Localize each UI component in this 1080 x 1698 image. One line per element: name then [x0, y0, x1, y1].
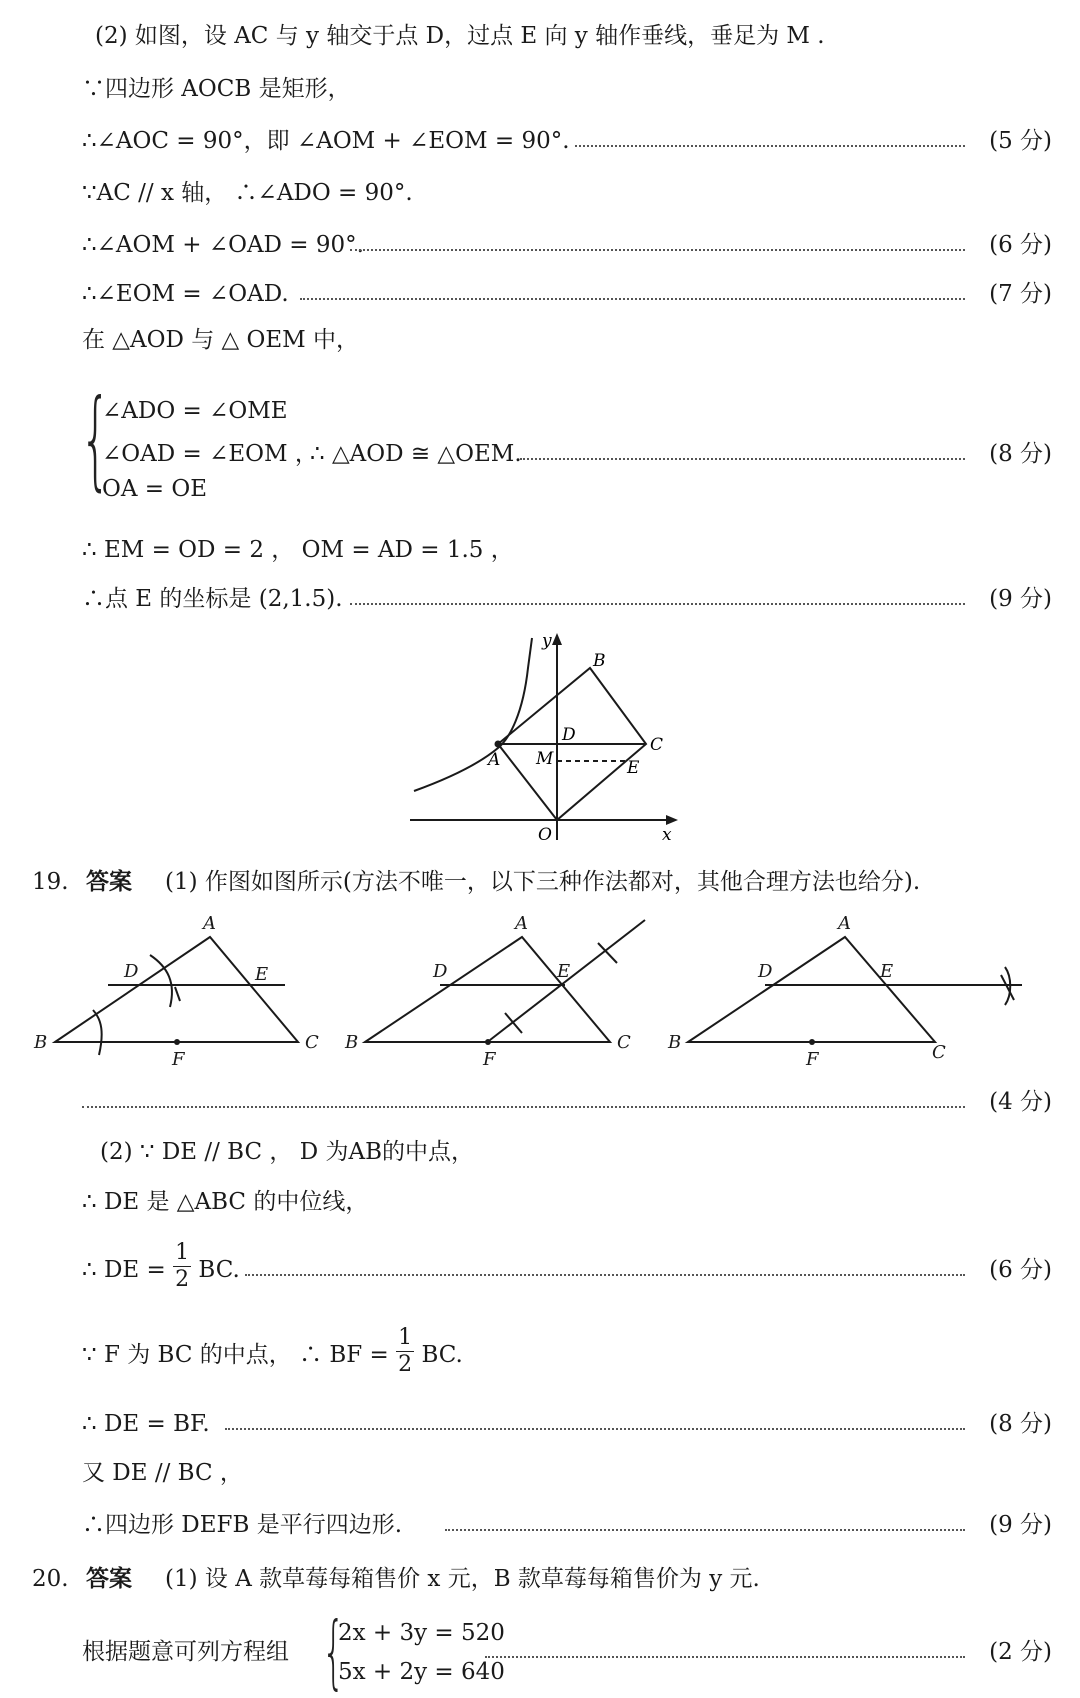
formula-suffix: BC. [421, 1342, 463, 1368]
label-o: O [538, 825, 552, 845]
score-badge: (6 分) [989, 232, 1052, 258]
solution-line [0, 272, 1080, 316]
label-f: F [172, 1049, 185, 1070]
arc-mark [150, 955, 172, 1007]
y-axis-arrow [552, 633, 562, 645]
dot-leader [575, 145, 965, 147]
solution-line [0, 577, 1080, 621]
construction-figure-2 [365, 920, 645, 1042]
score-badge: (9 分) [989, 1512, 1052, 1538]
fraction [173, 1240, 191, 1293]
formula-suffix: BC. [198, 1257, 240, 1283]
point-a [495, 741, 502, 748]
line-text: ∴四边形 DEFB 是平行四边形. [82, 1512, 403, 1538]
line-text: 根据题意可列方程组 [82, 1639, 289, 1665]
label-a: A [515, 913, 528, 934]
label-a: A [488, 750, 501, 770]
label-d: D [758, 961, 773, 982]
arc-tick [1001, 975, 1014, 1000]
coordinate-figure [400, 628, 690, 853]
dot-leader [520, 458, 965, 460]
line-text: ∴ EM = OD = 2 ， OM = AD = 1.5 ， [82, 537, 514, 563]
arc-mark [93, 1010, 102, 1055]
fraction-denominator: 2 [398, 1351, 413, 1377]
label-b: B [345, 1032, 359, 1053]
solution-line [0, 1239, 1080, 1292]
line-text: ∴ DE = BF. [82, 1411, 210, 1437]
point-f-3 [809, 1039, 815, 1045]
label-d: D [124, 961, 139, 982]
fraction-numerator: 1 [398, 1324, 413, 1350]
score-badge: (2 分) [989, 1639, 1052, 1665]
formula-prefix: ∵ F 为 BC 的中点， ∴ BF = [82, 1342, 389, 1368]
dot-leader [245, 1274, 965, 1276]
label-y: y [542, 631, 552, 651]
point-f-1 [174, 1039, 180, 1045]
left-brace: { [322, 1605, 345, 1698]
line-text: ∴∠EOM = ∠OAD. [82, 281, 289, 307]
question-number: 19. [32, 869, 69, 895]
solution-line [0, 1630, 1080, 1674]
score-badge: (9 分) [989, 586, 1052, 612]
x-axis-arrow [666, 815, 678, 825]
equation-line: 2x + 3y = 520 [338, 1620, 505, 1646]
label-f: F [483, 1049, 496, 1070]
solution-line [0, 119, 1080, 163]
score-badge: (8 分) [989, 1411, 1052, 1437]
line-text: (1) 作图如图所示(方法不唯一，以下三种作法都对，其他合理方法也给分). [165, 869, 921, 895]
construction-figures [0, 905, 1080, 1075]
dot-leader [485, 1656, 965, 1658]
solution-line [0, 432, 1080, 476]
solution-line [0, 1503, 1080, 1547]
answer-label: 答案 [86, 1566, 132, 1592]
fraction [396, 1325, 414, 1378]
line-text: ∴∠AOC = 90°，即 ∠AOM + ∠EOM = 90°. [82, 128, 570, 154]
line-text: ∴∠AOM + ∠OAD = 90°. [82, 232, 364, 258]
label-e: E [627, 758, 640, 778]
line-text: ∴ △AOD ≅ △OEM. [310, 441, 522, 467]
left-brace: { [80, 377, 111, 502]
dot-leader [300, 298, 965, 300]
label-a: A [838, 913, 851, 934]
label-e: E [255, 964, 269, 985]
question-header [0, 860, 1080, 904]
dot-leader [350, 603, 965, 605]
system-line: ∠OAD = ∠EOM ， [102, 441, 318, 467]
line-text: 又 DE // BC ， [82, 1460, 243, 1486]
solution-line [0, 14, 1080, 58]
label-c: C [617, 1032, 631, 1053]
dot-leader [445, 1529, 965, 1531]
system-line: OA = OE [102, 476, 208, 502]
hyperbola-curve [414, 638, 532, 791]
score-badge: (4 分) [989, 1089, 1052, 1115]
dot-leader [350, 249, 965, 251]
fraction-numerator: 1 [175, 1239, 190, 1265]
line-text: (2) ∵ DE // BC ， D 为AB的中点， [100, 1139, 474, 1165]
label-x: x [662, 825, 672, 845]
arc-tick [175, 987, 180, 1001]
solution-line [0, 318, 1080, 362]
question-header [0, 1557, 1080, 1601]
score-badge: (7 分) [989, 281, 1052, 307]
line-text [82, 1239, 240, 1293]
score-badge: (5 分) [989, 128, 1052, 154]
point-f-2 [485, 1039, 491, 1045]
construction-figure-3 [688, 937, 1022, 1042]
label-e: E [557, 961, 571, 982]
label-c: C [650, 735, 664, 755]
label-b: B [668, 1032, 682, 1053]
solution-line [0, 1130, 1080, 1174]
question-number: 20. [32, 1566, 69, 1592]
solution-line [0, 528, 1080, 572]
solution-line [0, 1080, 1080, 1124]
label-d: D [433, 961, 448, 982]
label-b: B [34, 1032, 48, 1053]
solution-line [0, 1451, 1080, 1495]
label-m: M [536, 749, 554, 769]
dot-leader [225, 1428, 965, 1430]
line-text: (1) 设 A 款草莓每箱售价 x 元，B 款草莓每箱售价为 y 元. [165, 1566, 760, 1592]
formula-prefix: ∴ DE = [82, 1257, 166, 1283]
triangle-abc-3 [688, 937, 935, 1042]
line-text: ∴点 E 的坐标是 (2,1.5). [82, 586, 343, 612]
line-text: ∵四边形 AOCB 是矩形， [82, 76, 351, 102]
solution-line [0, 1180, 1080, 1224]
line-text: ∴ DE 是 △ABC 的中位线， [82, 1189, 369, 1215]
answer-label: 答案 [86, 869, 132, 895]
label-b: B [593, 651, 606, 671]
equation-line: 5x + 2y = 640 [338, 1659, 505, 1685]
label-c: C [305, 1032, 319, 1053]
label-a: A [203, 913, 216, 934]
line-text [82, 1324, 463, 1378]
solution-line [0, 1402, 1080, 1446]
label-e: E [880, 961, 894, 982]
label-c: C [932, 1042, 946, 1063]
dot-leader [82, 1106, 965, 1108]
solution-line [0, 171, 1080, 215]
system-line: ∠ADO = ∠OME [102, 398, 288, 424]
line-text: (2) 如图，设 AC 与 y 轴交于点 D，过点 E 向 y 轴作垂线，垂足为 M . [95, 23, 825, 49]
line-text: 在 △AOD 与 △ OEM 中， [82, 327, 360, 353]
solution-line [0, 67, 1080, 111]
solution-line [0, 1324, 1080, 1377]
label-f: F [806, 1049, 819, 1070]
triangle-abc-2 [365, 937, 610, 1042]
score-badge: (6 分) [989, 1257, 1052, 1283]
solution-line [0, 223, 1080, 267]
line-text: ∵AC // x 轴， ∴∠ADO = 90°. [82, 180, 413, 206]
label-d: D [562, 725, 576, 745]
score-badge: (8 分) [989, 441, 1052, 467]
construction-figure-1 [55, 937, 298, 1055]
fraction-denominator: 2 [175, 1266, 190, 1292]
